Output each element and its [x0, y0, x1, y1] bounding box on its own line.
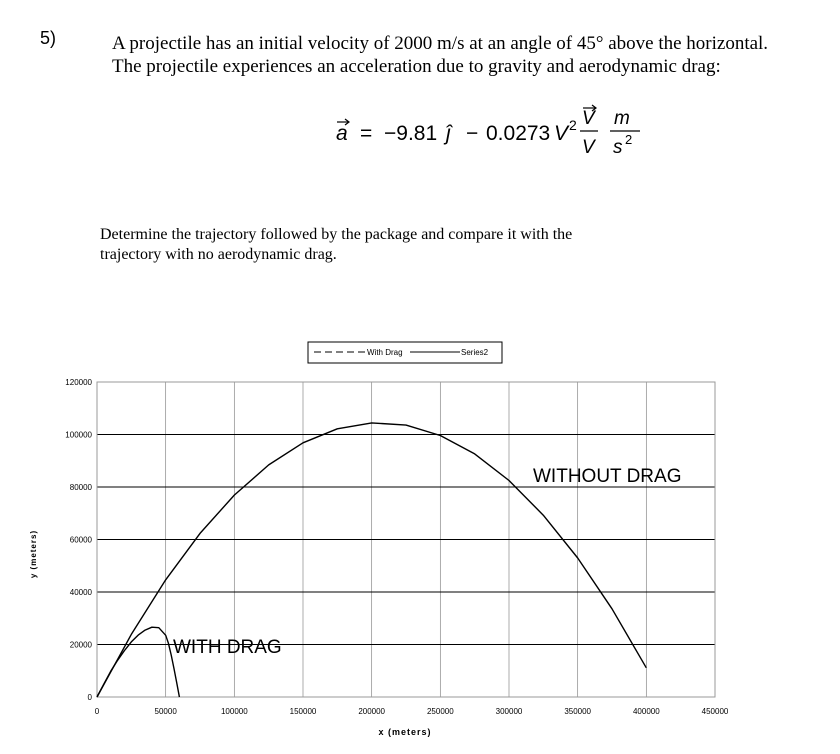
- problem-statement: [112, 32, 832, 78]
- eq-frac-denominator: V: [582, 137, 595, 158]
- eq-unit-denominator: s: [613, 137, 623, 158]
- eq-unit-exponent: 2: [625, 132, 633, 147]
- y-tick-label: 100000: [65, 430, 92, 440]
- task-line-1: Determine the trajectory followed by the package and compare it with the: [100, 226, 573, 243]
- eq-equals: =: [360, 122, 373, 145]
- task-line-2: trajectory with no aerodynamic drag.: [100, 246, 337, 263]
- x-tick-label: 50000: [154, 707, 177, 716]
- eq-minus: −: [466, 122, 479, 145]
- legend-label-with-drag: With Drag: [367, 348, 403, 357]
- x-tick-label: 150000: [289, 707, 317, 716]
- y-axis-label: y (meters): [29, 529, 38, 579]
- eq-unit-vector: ĵ: [446, 122, 451, 145]
- y-tick-label: 80000: [69, 483, 92, 492]
- x-tick-label: 450000: [701, 707, 729, 716]
- eq-frac-numerator: V: [582, 108, 595, 129]
- y-tick-label: 0: [87, 693, 92, 702]
- annotation-with-drag: WITH DRAG: [173, 637, 282, 658]
- x-axis-label: x (meters): [378, 727, 432, 737]
- legend-label-series2: Series2: [461, 348, 489, 357]
- x-tick-label: 400000: [632, 707, 660, 716]
- equation-svg: [336, 102, 656, 162]
- trajectory-chart: [0, 330, 840, 750]
- acceleration-equation: [336, 102, 656, 162]
- x-tick-label: 350000: [564, 707, 592, 716]
- x-tick-label: 100000: [220, 707, 248, 716]
- y-tick-label: 40000: [69, 588, 92, 597]
- eq-gravity-term: −9.81: [384, 122, 438, 145]
- annotation-without-drag: WITHOUT DRAG: [533, 466, 682, 487]
- y-tick-labels: [65, 378, 92, 702]
- y-tick-label: 20000: [69, 640, 92, 650]
- x-tick-labels: [95, 707, 729, 716]
- task-statement: [100, 225, 660, 265]
- eq-unit-numerator: m: [614, 108, 630, 129]
- problem-line-2: The projectile experiences an acceleration due to gravity and aerodynamic drag:: [112, 56, 721, 77]
- eq-lhs: a: [336, 122, 348, 145]
- eq-drag-coef: 0.0273: [486, 122, 551, 145]
- x-tick-label: 300000: [495, 707, 523, 716]
- series-line-with-drag: [97, 627, 179, 697]
- x-tick-label: 0: [94, 707, 100, 716]
- eq-exponent: 2: [569, 117, 577, 133]
- problem-line-1: A projectile has an initial velocity of 2000 m/s at an angle of 45° above the horizontal.: [112, 33, 769, 54]
- legend: [308, 342, 502, 363]
- problem-number: 5): [40, 28, 57, 48]
- x-tick-label: 200000: [358, 707, 386, 716]
- y-tick-label: 120000: [65, 378, 92, 387]
- x-tick-label: 250000: [426, 707, 454, 716]
- eq-velocity: V: [554, 122, 569, 145]
- y-tick-label: 60000: [69, 535, 92, 545]
